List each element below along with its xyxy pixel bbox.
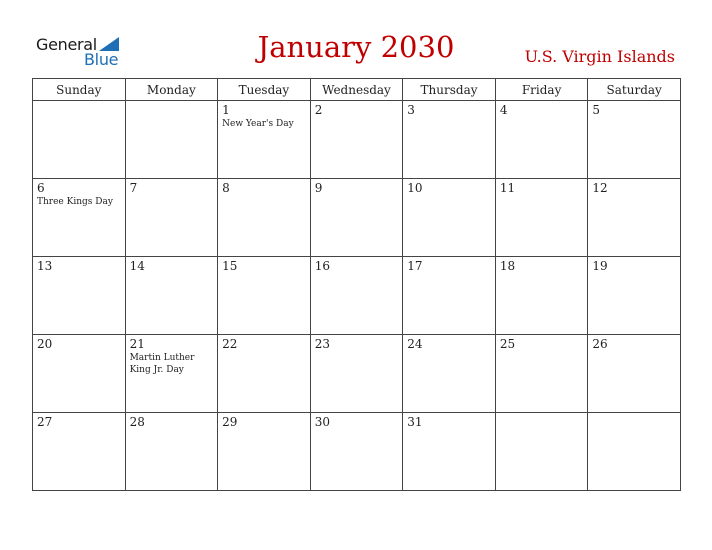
- country-name: U.S. Virgin Islands: [524, 47, 675, 66]
- calendar-title: January 2030: [257, 30, 455, 64]
- day-cell-content: [496, 413, 588, 415]
- day-cell-content: [311, 257, 403, 273]
- day-number: 27: [37, 415, 53, 429]
- day-cell-content: [126, 413, 218, 429]
- day-cell: [495, 257, 588, 335]
- day-cell-content: [588, 101, 680, 117]
- day-cell-content: [218, 257, 310, 273]
- day-cell: [495, 413, 588, 491]
- day-number: 12: [592, 181, 608, 195]
- weekday-header: Friday: [495, 79, 588, 101]
- day-cell: [33, 179, 126, 257]
- weekday-header: Wednesday: [310, 79, 403, 101]
- day-cell-content: [496, 179, 588, 195]
- day-cell-content: [126, 101, 218, 103]
- day-cell-content: [496, 335, 588, 351]
- day-number: 1: [222, 103, 230, 117]
- day-cell: [310, 101, 403, 179]
- day-number: 9: [314, 181, 323, 195]
- day-number: 23: [314, 337, 330, 351]
- day-cell-content: [218, 335, 310, 351]
- day-cell: [125, 257, 218, 335]
- day-cell-content: [588, 413, 680, 415]
- day-cell-content: [33, 257, 125, 273]
- day-cell: [33, 335, 126, 413]
- day-cell: [125, 179, 218, 257]
- day-cell-content: [33, 335, 125, 351]
- day-number: 22: [222, 337, 238, 351]
- day-cell-content: [588, 335, 680, 351]
- day-cell: [495, 335, 588, 413]
- day-number: 28: [129, 415, 145, 429]
- day-cell: [125, 413, 218, 491]
- day-number: 5: [592, 103, 601, 117]
- day-number: 29: [222, 415, 238, 429]
- day-cell-content: [496, 101, 588, 117]
- day-cell-content: [126, 179, 218, 195]
- day-cell-content: [33, 179, 125, 208]
- day-cell-content: [496, 257, 588, 273]
- day-cell: [125, 101, 218, 179]
- day-number: 19: [592, 259, 608, 273]
- day-cell-content: [403, 335, 495, 351]
- day-cell: [218, 101, 311, 179]
- day-number: 2: [314, 103, 323, 117]
- day-number: 31: [407, 415, 423, 429]
- day-cell: [218, 257, 311, 335]
- day-cell-content: [403, 179, 495, 195]
- day-cell: [588, 335, 681, 413]
- day-number: 7: [129, 181, 138, 195]
- day-cell-content: [33, 413, 125, 429]
- day-cell: [588, 413, 681, 491]
- day-cell-content: [588, 179, 680, 195]
- day-number: 13: [37, 259, 53, 273]
- week-row: [33, 335, 681, 413]
- week-row: [33, 257, 681, 335]
- weekday-header: Sunday: [33, 79, 126, 101]
- day-cell: [403, 257, 496, 335]
- week-row: [33, 179, 681, 257]
- day-cell-content: [126, 257, 218, 273]
- day-cell: [403, 101, 496, 179]
- day-cell: [495, 101, 588, 179]
- day-cell: [218, 179, 311, 257]
- day-cell-content: [311, 101, 403, 117]
- day-cell: [33, 413, 126, 491]
- day-number: 26: [592, 337, 608, 351]
- day-cell: [588, 101, 681, 179]
- day-number: 18: [499, 259, 516, 273]
- day-cell-content: [403, 413, 495, 429]
- day-cell: [310, 413, 403, 491]
- day-cell: [310, 257, 403, 335]
- logo-text-general: General: [36, 35, 97, 54]
- day-cell-content: [403, 257, 495, 273]
- day-cell: [403, 179, 496, 257]
- day-cell: [310, 179, 403, 257]
- day-number: 11: [499, 181, 516, 195]
- day-number: 8: [222, 181, 230, 195]
- day-cell: [495, 179, 588, 257]
- weekday-header: Thursday: [403, 79, 496, 101]
- day-number: 6: [37, 181, 45, 195]
- day-number: 20: [37, 337, 53, 351]
- day-cell: [310, 335, 403, 413]
- day-number: 3: [407, 103, 415, 117]
- day-cell-content: [33, 101, 125, 103]
- day-number: 4: [499, 103, 508, 117]
- day-number: 24: [407, 337, 423, 351]
- day-number: 30: [314, 415, 330, 429]
- day-cell: [33, 257, 126, 335]
- day-cell: [218, 335, 311, 413]
- day-cell: [125, 335, 218, 413]
- logo-text-blue: Blue: [84, 50, 119, 69]
- day-cell-content: [218, 179, 310, 195]
- day-cell: [588, 257, 681, 335]
- day-cell-content: [311, 335, 403, 351]
- weekday-header: Monday: [125, 79, 218, 101]
- weekday-header: Tuesday: [218, 79, 311, 101]
- holiday-label: Martin Luther King Jr. Day: [129, 353, 195, 375]
- day-cell-content: [403, 101, 495, 117]
- week-row: [33, 413, 681, 491]
- weekday-header: Saturday: [588, 79, 681, 101]
- day-cell: [218, 413, 311, 491]
- calendar-grid: [32, 78, 681, 491]
- day-cell-content: [311, 179, 403, 195]
- day-number: 25: [499, 337, 516, 351]
- day-cell: [33, 101, 126, 179]
- day-cell: [588, 179, 681, 257]
- weekday-header-row: [33, 79, 681, 101]
- day-number: 10: [407, 181, 423, 195]
- day-cell-content: [311, 413, 403, 429]
- day-number: 14: [129, 259, 145, 273]
- day-cell: [403, 335, 496, 413]
- holiday-label: New Year's Day: [222, 119, 294, 129]
- day-number: 15: [222, 259, 238, 273]
- day-number: 21: [129, 337, 145, 351]
- day-cell-content: [588, 257, 680, 273]
- day-cell-content: [126, 335, 218, 376]
- day-cell-content: [218, 101, 310, 130]
- day-cell: [403, 413, 496, 491]
- holiday-label: Three Kings Day: [37, 197, 113, 207]
- day-number: 16: [314, 259, 330, 273]
- day-number: 17: [407, 259, 423, 273]
- week-row: [33, 101, 681, 179]
- day-cell-content: [218, 413, 310, 429]
